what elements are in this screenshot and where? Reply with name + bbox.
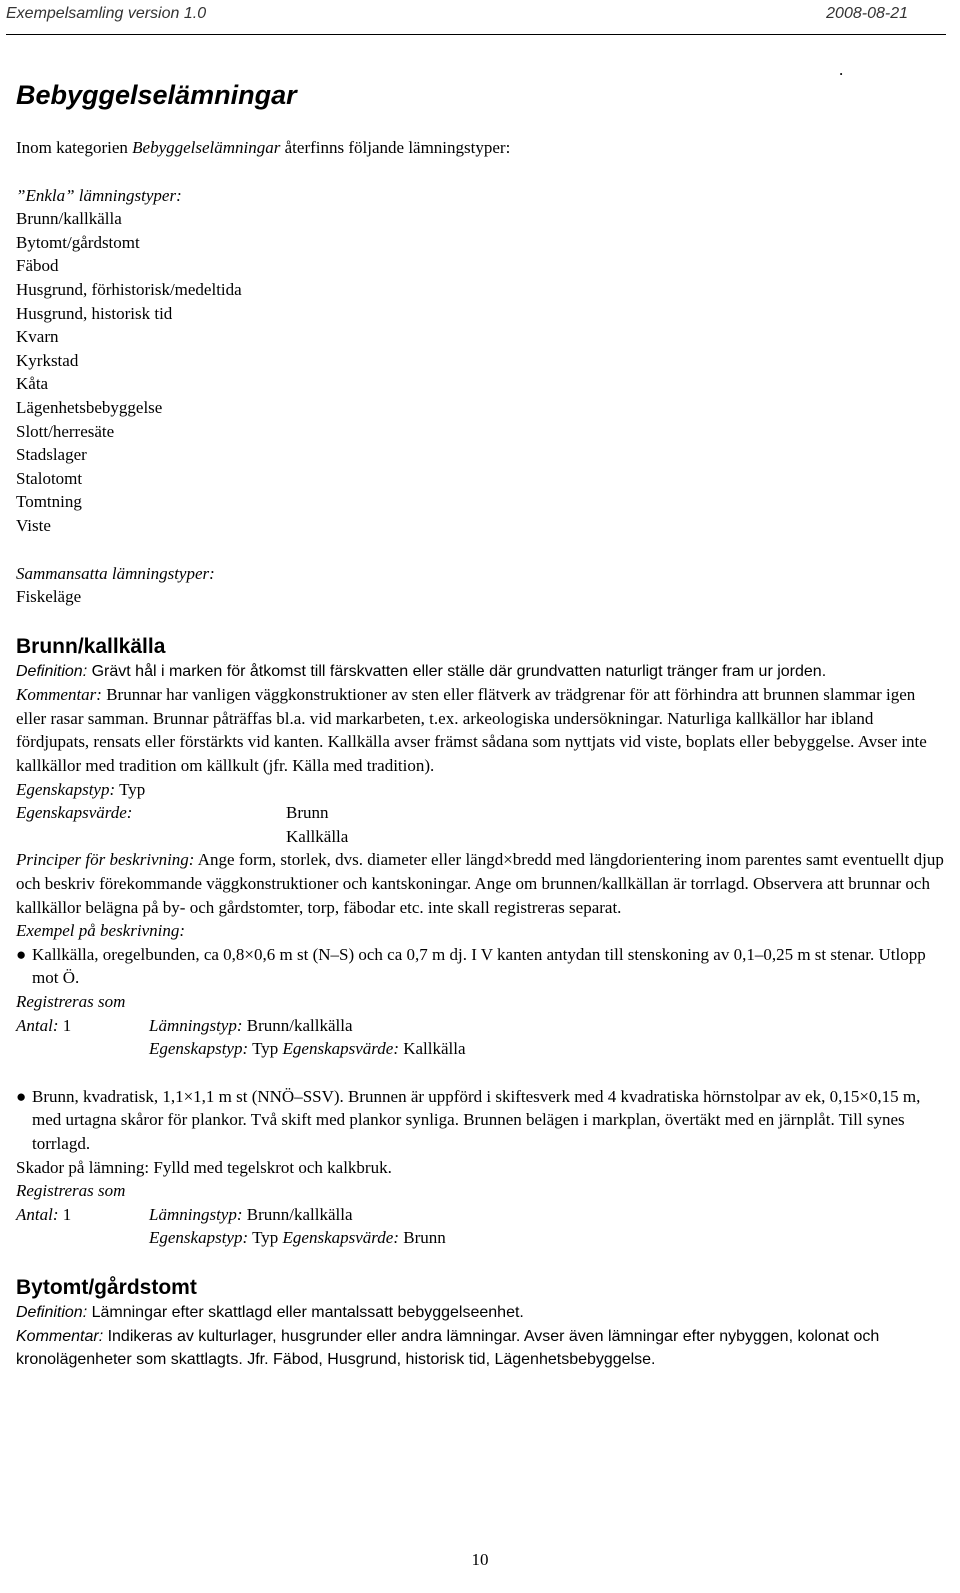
list-item: Kåta	[16, 374, 49, 394]
property-value: Kallkälla	[286, 826, 349, 846]
document-body	[16, 136, 944, 1372]
list-item: ● Kallkälla, oregelbunden, ca 0,8×0,6 m st (N–S) och ca 0,7 m dj. I V kanten antydan till stenskoning av 0,1–0,25 m st stenar. Utlopp mot Ö.	[16, 943, 944, 990]
header-date: 2008-08-21	[826, 5, 908, 22]
list-item: Fiskeläge	[16, 587, 82, 607]
simple-types-heading: ”Enkla” lämningstyper:	[16, 185, 182, 205]
definition: Definition: Grävt hål i marken för åtkomst till färskvatten eller ställe där grundvatten naturligt tränger fram ur jorden.	[16, 662, 827, 680]
page-header	[0, 0, 960, 32]
section-heading-brunn: Brunn/kallkälla	[16, 634, 166, 658]
page-number: 10	[471, 1550, 489, 1569]
example-2: ● Brunn, kvadratisk, 1,1×1,1 m st (NNÖ–SSV). Brunnen är uppförd i skiftesverk med 4 kvadratiska hörnstolpar av ek, 0,15×0,15 m, med urtagna skåror för plankor. Två skift med plankor synliga. Brunnen belägen i markplan, övertäkt med en järnplåt. Till synes torrlagd. Skador på lämning: Fylld med tegelskrot och kalkbruk. Registreras som Antal: 1 Lämningstyp: Brunn/kallkälla Egenskapstyp: Typ Egenskapsvärde: Brunn	[16, 1085, 944, 1250]
example-1: ● Kallkälla, oregelbunden, ca 0,8×0,6 m st (N–S) och ca 0,7 m dj. I V kanten antydan till stenskoning av 0,1–0,25 m st stenar. Utlopp mot Ö. Registreras som Antal: 1 Lämningstyp: Brunn/kallkälla Egenskapstyp: Typ Egenskapsvärde: Kallkälla	[16, 943, 944, 1061]
header-rule	[6, 34, 946, 35]
list-item: Kvarn	[16, 327, 59, 347]
list-item: Husgrund, förhistorisk/medeltida	[16, 279, 242, 299]
property-value: Brunn	[286, 803, 329, 823]
comment: Kommentar: Indikeras av kulturlager, husgrunder eller andra lämningar. Avser även lämningar efter nybyggen, kolonat och kronolägenheter som skattlagts. Jfr. Fäbod, Husgrund, historisk tid, Lägenhetsbebyggelse.	[16, 1327, 880, 1369]
simple-types-list	[16, 207, 944, 537]
property-type: Egenskapstyp: Typ	[16, 779, 146, 799]
registered-as: Registreras som	[16, 992, 126, 1011]
list-item: Tomtning	[16, 492, 82, 512]
list-item: Brunn/kallkälla	[16, 209, 122, 229]
registered-as: Registreras som	[16, 1181, 126, 1201]
comment: Kommentar: Brunnar har vanligen väggkonstruktioner av sten eller flätverk av trädgrenar för att förhindra att brunnen slammar igen eller rasar samman. Brunnar påträffas bl.a. vid markarbeten, t.ex. arkeologiska undersökningar. Naturliga kallkällor har ibland fördjupats, rensats eller förstärkts vid kanten. Kallkälla avser främst sådana som nyttjats vid viste, boplats eller bebyggelse. Avser inte kallkällor med tradition om källkult (jfr. Källa med tradition).	[16, 685, 927, 776]
list-item: Husgrund, historisk tid	[16, 303, 173, 323]
header-version: Exempelsamling version 1.0	[6, 5, 207, 22]
list-item: ● Brunn, kvadratisk, 1,1×1,1 m st (NNÖ–SSV). Brunnen är uppförd i skiftesverk med 4 kvadratiska hörnstolpar av ek, 0,15×0,15 m, med urtagna skåror för plankor. Två skift med plankor synliga. Brunnen belägen i markplan, övertäkt med en järnplåt. Till synes torrlagd.	[16, 1085, 944, 1156]
principles: Principer för beskrivning: Ange form, storlek, dvs. diameter eller längd×bredd med längdorientering inom parentes samt eventuellt djup och beskriv förekommande väggkonstruktioner och kantskoningar. Ange om brunnen/kallkällan är torrlagd. Observera att brunnar och kallkällor belägna på by- och gårdstomter, torp, fäbodar etc. inte skall registreras separat.	[16, 850, 944, 917]
stray-dot: .	[839, 60, 844, 79]
list-item: Fäbod	[16, 256, 59, 276]
list-item: Stadslager	[16, 445, 87, 465]
page-title: Bebyggelselämningar	[16, 80, 297, 110]
examples-heading: Exempel på beskrivning:	[16, 921, 185, 941]
bullet-icon: ●	[16, 944, 27, 964]
damage-note: Skador på lämning: Fylld med tegelskrot och kalkbruk.	[16, 1157, 392, 1177]
list-item: Viste	[16, 515, 51, 535]
section-heading-bytomt: Bytomt/gårdstomt	[16, 1275, 197, 1299]
compound-types-heading: Sammansatta lämningstyper:	[16, 563, 215, 583]
list-item: Stalotomt	[16, 468, 83, 488]
bullet-icon: ●	[16, 1086, 27, 1106]
property-values: Egenskapsvärde: Brunn Kallkälla	[16, 801, 944, 848]
list-item: Bytomt/gårdstomt	[16, 232, 140, 252]
list-item: Kyrkstad	[16, 350, 79, 370]
intro-paragraph: Inom kategorien Bebyggelselämningar återfinns följande lämningstyper:	[16, 138, 511, 157]
list-item: Slott/herresäte	[16, 421, 115, 441]
list-item: Lägenhetsbebyggelse	[16, 397, 163, 417]
definition: Definition: Lämningar efter skattlagd eller mantalssatt bebyggelseenhet.	[16, 1303, 524, 1321]
